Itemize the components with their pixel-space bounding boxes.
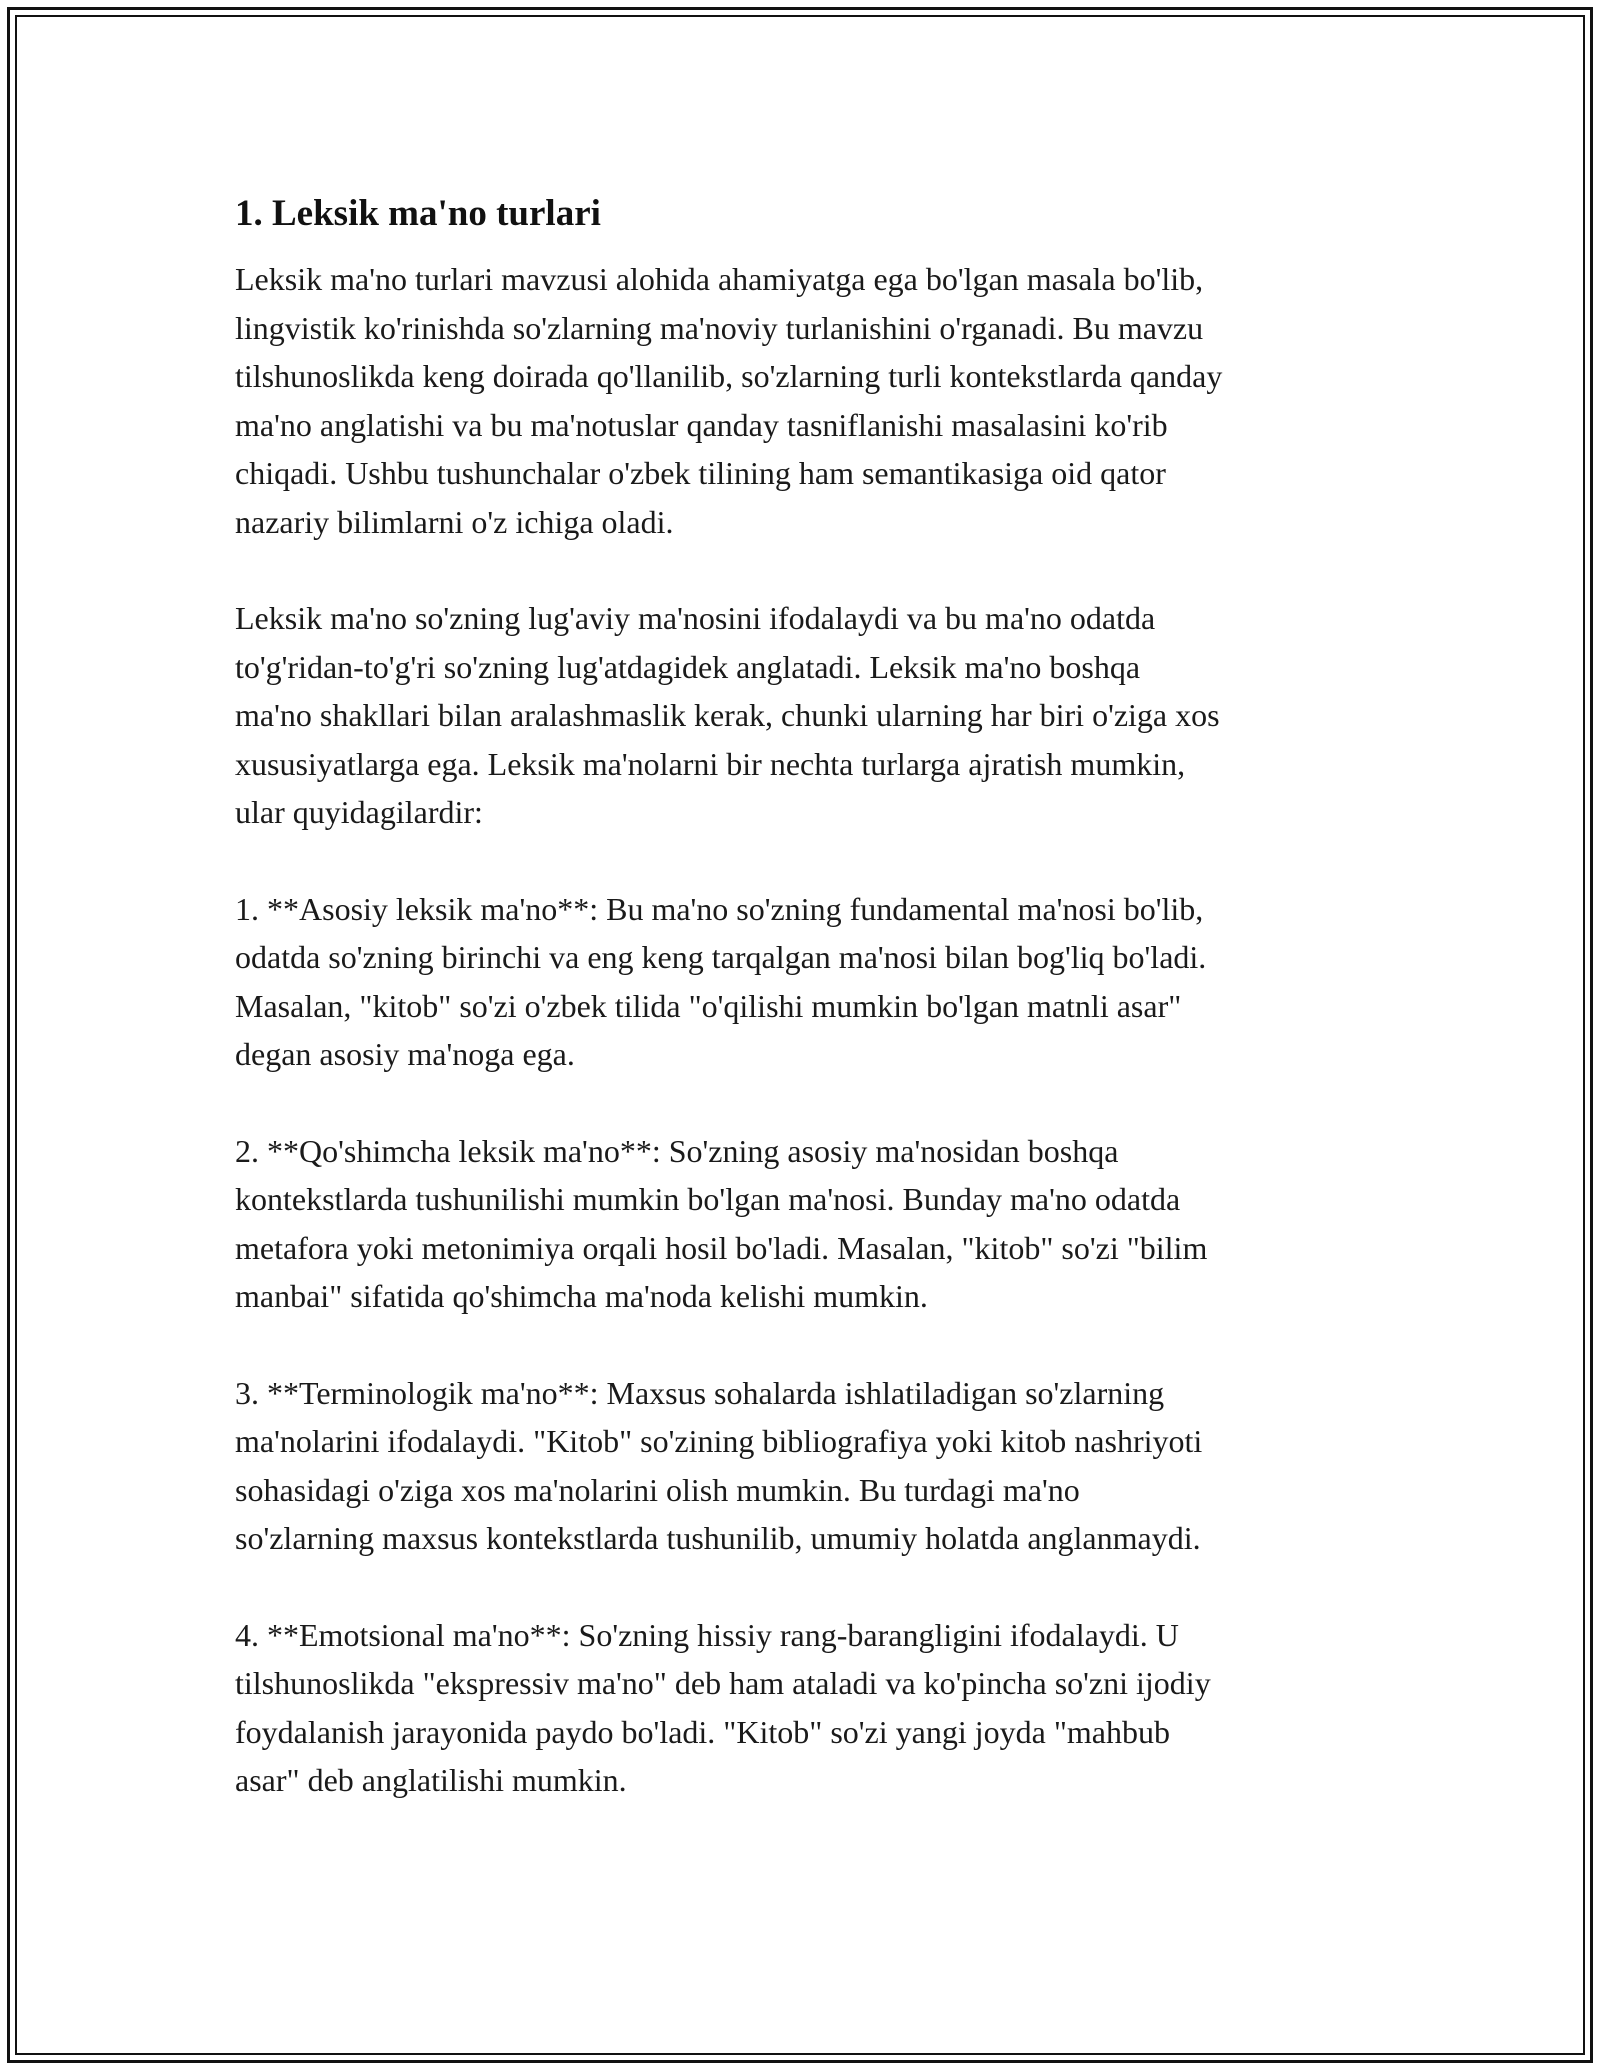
- text-line: kontekstlarda tushunilishi mumkin bo'lgan ma'nosi. Bunday ma'no odatda: [235, 1181, 1181, 1217]
- text-line: manbai" sifatida qo'shimcha ma'noda kelishi mumkin.: [235, 1278, 928, 1314]
- text-line: foydalanish jarayonida paydo bo'ladi. "Kitob" so'zi yangi joyda "mahbub: [235, 1713, 1170, 1750]
- text-line: degan asosiy ma'noga ega.: [235, 1036, 575, 1072]
- text-line: metafora yoki metonimiya orqali hosil bo'ladi. Masalan, "kitob" so'zi "bilim: [235, 1229, 1208, 1266]
- document-body: [235, 185, 1385, 1853]
- section-title: 1. Leksik ma'no turlari: [235, 193, 601, 234]
- text-line: 4. **Emotsional ma'no**: So'zning hissiy rang-barangligini ifodalaydi. U: [235, 1616, 1179, 1653]
- text-line: sohasidagi o'ziga xos ma'nolarini olish mumkin. Bu turdagi ma'no: [235, 1471, 1080, 1508]
- text-line: xususiyatlarga ega. Leksik ma'nolarni bir nechta turlarga ajratish mumkin,: [235, 745, 1186, 782]
- text-line: ma'nolarini ifodalaydi. "Kitob" so'zining bibliografiya yoki kitob nashriyoti: [235, 1423, 1203, 1459]
- text-line: Masalan, "kitob" so'zi o'zbek tilida "o'qilishi mumkin bo'lgan matnli asar": [235, 987, 1182, 1024]
- text-line: nazariy bilimlarni o'z ichiga oladi.: [235, 503, 674, 540]
- text-line: Leksik ma'no turlari mavzusi alohida ahamiyatga ega bo'lgan masala bo'lib,: [235, 261, 1204, 297]
- text-line: chiqadi. Ushbu tushunchalar o'zbek tilining ham semantikasiga oid qator: [235, 455, 1166, 491]
- text-line: ular quyidagilardir:: [235, 794, 483, 830]
- text-line: odatda so'zning birinchi va eng keng tarqalgan ma'nosi bilan bog'liq bo'ladi.: [235, 939, 1207, 975]
- list-item-emotsional: [235, 1611, 1385, 1805]
- text-line: Leksik ma'no so'zning lug'aviy ma'nosini ifodalaydi va bu ma'no odatda: [235, 600, 1156, 636]
- text-line: ma'no shakllari bilan aralashmaslik kerak, chunki ularning har biri o'ziga xos: [235, 697, 1220, 733]
- text-line: to'g'ridan-to'g'ri so'zning lug'atdagidek anglatadi. Leksik ma'no boshqa: [235, 648, 1141, 685]
- text-line: lingvistik ko'rinishda so'zlarning ma'noviy turlanishini o'rganadi. Bu mavzu: [235, 309, 1204, 346]
- text-line: 3. **Terminologik ma'no**: Maxsus sohalarda ishlatiladigan so'zlarning: [235, 1374, 1165, 1411]
- text-line: ma'no anglatishi va bu ma'notuslar qanday tasniflanishi masalasini ko'rib: [235, 406, 1168, 443]
- text-line: tilshunoslikda keng doirada qo'llanilib, so'zlarning turli kontekstlarda qanday: [235, 358, 1223, 394]
- text-line: tilshunoslikda "ekspressiv ma'no" deb ham ataladi va ko'pincha so'zni ijodiy: [235, 1665, 1211, 1701]
- list-item-qoshimcha: [235, 1127, 1385, 1321]
- paragraph-definition: [235, 594, 1385, 837]
- text-line: asar" deb anglatilishi mumkin.: [235, 1762, 627, 1798]
- text-line: 2. **Qo'shimcha leksik ma'no**: So'zning asosiy ma'nosidan boshqa: [235, 1132, 1119, 1169]
- text-line: so'zlarning maxsus kontekstlarda tushunilib, umumiy holatda anglanmaydi.: [235, 1520, 1201, 1556]
- paragraph-intro: [235, 255, 1385, 546]
- list-item-terminologik: [235, 1369, 1385, 1563]
- list-item-asosiy: [235, 885, 1385, 1079]
- text-line: 1. **Asosiy leksik ma'no**: Bu ma'no so'zning fundamental ma'nosi bo'lib,: [235, 890, 1204, 927]
